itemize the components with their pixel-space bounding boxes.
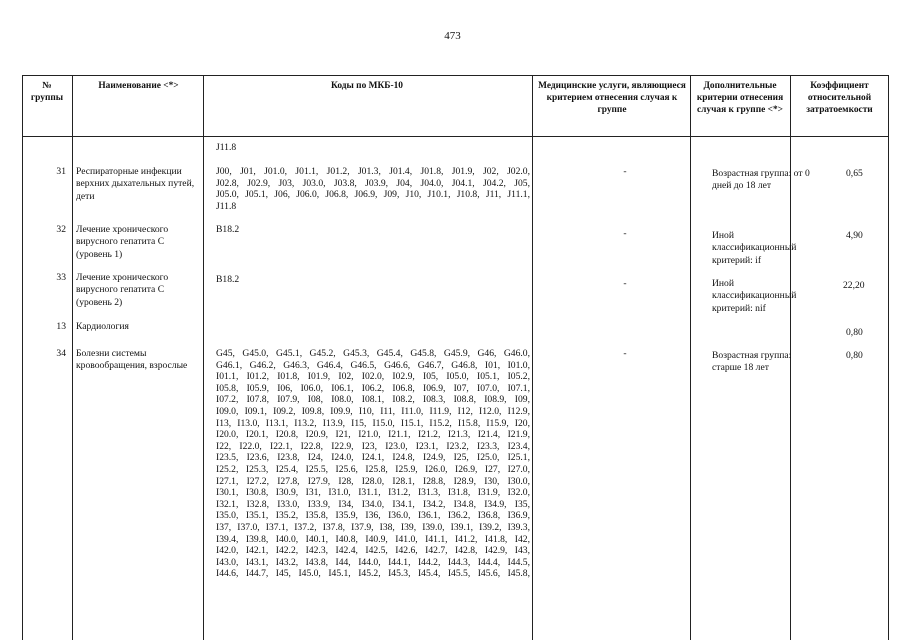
- row-33-name: Лечение хронического вирусного гепатита С (уровень 2): [76, 272, 169, 308]
- row-34-name: Болезни системы кровообращения, взрослые: [76, 348, 188, 372]
- header-icd-codes: Коды по МКБ-10: [331, 81, 403, 91]
- row-31-number: 31: [56, 166, 66, 177]
- row-34-codes: [216, 348, 530, 580]
- col-divider-3: [532, 75, 533, 640]
- row-32-codes: B18.2: [216, 224, 240, 235]
- code-line: I43.0, I43.1, I43.2, I43.8, I44, I44.0, I44.1, I44.2, I44.3, I44.4, I44.5,: [216, 556, 530, 568]
- code-line: G45, G45.0, G45.1, G45.2, G45.3, G45.4, G45.8, G45.9, G46, G46.0,: [216, 348, 530, 359]
- code-line: I39.4, I39.8, I40.0, I40.1, I40.8, I40.9, I41.0, I41.1, I41.2, I41.8, I42,: [216, 533, 530, 545]
- row-32-criteria: Иной классификационный критерий: if: [712, 230, 797, 266]
- header-medical-services: Медицинские услуги, являющиеся критерием отнесения случая к группе: [538, 81, 686, 115]
- row-31-criteria: Возрастная группа: от 0 дней до 18 лет: [712, 168, 810, 192]
- col-divider-4: [690, 75, 691, 640]
- header-additional-criteria: Дополнительные критерии отнесения случая к группе <*>: [696, 81, 784, 115]
- table-right-border: [888, 75, 889, 640]
- header-name: Наименование <*>: [98, 81, 179, 91]
- code-line: I44.6, I44.7, I45, I45.0, I45.1, I45.2, I45.3, I45.4, I45.5, I45.6, I45.8,: [216, 568, 530, 580]
- code-line: I25.2, I25.3, I25.4, I25.5, I25.6, I25.8, I25.9, I26.0, I26.9, I27, I27.0,: [216, 463, 530, 475]
- row-33-number: 33: [56, 272, 66, 283]
- code-line: G46.1, G46.2, G46.3, G46.4, G46.5, G46.6, G46.7, G46.8, I01, I01.0,: [216, 359, 530, 371]
- code-line: I27.1, I27.2, I27.8, I27.9, I28, I28.0, I28.1, I28.8, I28.9, I30, I30.0,: [216, 475, 530, 487]
- col-divider-1: [72, 75, 73, 640]
- table-top-border: [22, 75, 889, 76]
- code-line: I22, I22.0, I22.1, I22.8, I22.9, I23, I23.0, I23.1, I23.2, I23.3, I23.4,: [216, 440, 530, 452]
- continuation-code: J11.8: [216, 142, 237, 153]
- row-31-name: Респираторные инфекции верхних дыхательных путей, дети: [76, 166, 195, 202]
- row-34-number: 34: [56, 348, 66, 359]
- code-line: J11.8: [216, 200, 237, 212]
- row-33-criteria: Иной классификационный критерий: nif: [712, 278, 797, 314]
- code-line: I35.0, I35.1, I35.2, I35.8, I35.9, I36, I36.0, I36.1, I36.2, I36.8, I36.9,: [216, 510, 530, 522]
- code-line: I07.2, I07.8, I07.9, I08, I08.0, I08.1, I08.2, I08.3, I08.8, I08.9, I09,: [216, 394, 530, 406]
- code-line: I13, I13.0, I13.1, I13.2, I13.9, I15, I15.0, I15.1, I15.2, I15.8, I15.9, I20,: [216, 417, 530, 429]
- row-34-criteria: Возрастная группа: старше 18 лет: [712, 350, 792, 374]
- row-33-coefficient: 22,20: [843, 280, 865, 291]
- row-32-name: Лечение хронического вирусного гепатита С (уровень 1): [76, 224, 169, 260]
- code-line: J05.0, J05.1, J06, J06.0, J06.8, J06.9, J09, J10, J10.1, J10.8, J11, J11.1,: [216, 189, 530, 201]
- code-line: I30.1, I30.8, I30.9, I31, I31.0, I31.1, I31.2, I31.3, I31.8, I31.9, I32.0,: [216, 487, 530, 499]
- row-32-number: 32: [56, 224, 66, 235]
- row-33-services: -: [623, 278, 627, 289]
- code-line: J02.8, J02.9, J03, J03.0, J03.8, J03.9, J04, J04.0, J04.1, J04.2, J05,: [216, 177, 530, 189]
- row-31-services: -: [623, 166, 627, 177]
- section-13-coefficient: 0,80: [846, 327, 863, 338]
- header-group-number: № группы: [30, 81, 64, 103]
- code-line: I01.1, I01.2, I01.8, I01.9, I02, I02.0, I02.9, I05, I05.0, I05.1, I05.2,: [216, 371, 530, 383]
- code-line: I42.0, I42.1, I42.2, I42.3, I42.4, I42.5, I42.6, I42.7, I42.8, I42.9, I43,: [216, 545, 530, 557]
- row-32-services: -: [623, 228, 627, 239]
- code-line: I09.0, I09.1, I09.2, I09.8, I09.9, I10, I11, I11.0, I11.9, I12, I12.0, I12.9,: [216, 405, 530, 417]
- header-cost-coefficient: Коэффициент относительной затратоемкости: [806, 81, 873, 115]
- code-line: I32.1, I32.8, I33.0, I33.9, I34, I34.0, I34.1, I34.2, I34.8, I34.9, I35,: [216, 498, 530, 510]
- col-divider-2: [203, 75, 204, 640]
- code-line: I05.8, I05.9, I06, I06.0, I06.1, I06.2, I06.8, I06.9, I07, I07.0, I07.1,: [216, 382, 530, 394]
- code-line: I23.5, I23.6, I23.8, I24, I24.0, I24.1, I24.8, I24.9, I25, I25.0, I25.1,: [216, 452, 530, 464]
- section-13-name: Кардиология: [76, 321, 129, 332]
- row-34-services: -: [623, 348, 627, 359]
- code-line: I20.0, I20.1, I20.8, I20.9, I21, I21.0, I21.1, I21.2, I21.3, I21.4, I21.9,: [216, 429, 530, 441]
- row-32-coefficient: 4,90: [846, 230, 863, 241]
- row-34-coefficient: 0,80: [846, 350, 863, 361]
- row-31-coefficient: 0,65: [846, 168, 863, 179]
- code-line: I37, I37.0, I37.1, I37.2, I37.8, I37.9, I38, I39, I39.0, I39.1, I39.2, I39.3,: [216, 521, 530, 533]
- row-31-codes: [216, 166, 530, 212]
- row-33-codes: B18.2: [216, 274, 240, 285]
- page-number: 473: [444, 30, 461, 42]
- code-line: J00, J01, J01.0, J01.1, J01.2, J01.3, J01.4, J01.8, J01.9, J02, J02.0,: [216, 166, 530, 177]
- header-bottom-border: [22, 136, 889, 137]
- section-13-number: 13: [56, 321, 66, 332]
